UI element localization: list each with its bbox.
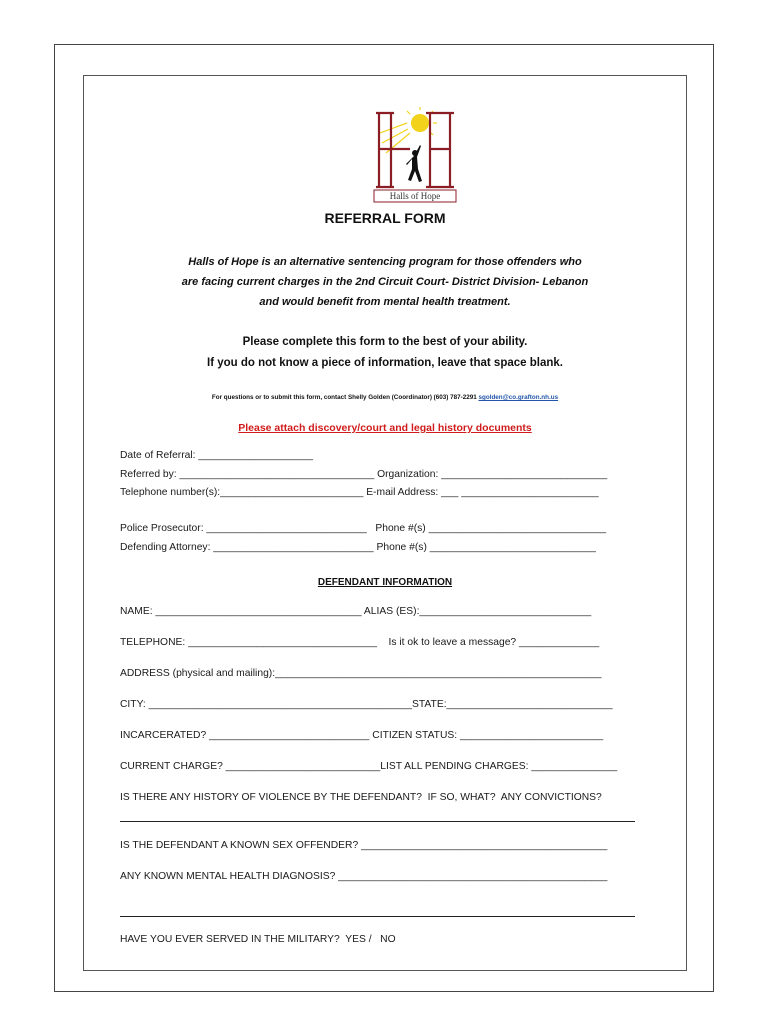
logo-right-h bbox=[426, 113, 454, 187]
city-state-field[interactable]: CITY: ______________________________________________STATE:_____________________________ bbox=[120, 699, 613, 710]
contact-email-link[interactable]: sgolden@co.grafton.nh.us bbox=[478, 394, 559, 401]
attach-documents-notice: Please attach discovery/court and legal history documents bbox=[238, 422, 532, 434]
military-service-question[interactable]: HAVE YOU EVER SERVED IN THE MILITARY? YES / NO bbox=[120, 934, 396, 945]
defendant-section-title: DEFENDANT INFORMATION bbox=[317, 577, 453, 588]
police-prosecutor-field[interactable]: Police Prosecutor: ____________________________ Phone #(s) _______________________________ bbox=[120, 523, 607, 534]
mental-health-field[interactable]: ANY KNOWN MENTAL HEALTH DIAGNOSIS? _______________________________________________ bbox=[120, 871, 608, 882]
instruction-line-1: Please complete this form to the best of your ability. bbox=[242, 336, 528, 348]
contact-info bbox=[84, 394, 686, 401]
referred-by-organization-field[interactable]: Referred by: __________________________________ Organization: _____________________________ bbox=[120, 469, 608, 480]
incarcerated-citizen-field[interactable]: INCARCERATED? ____________________________ CITIZEN STATUS: _________________________ bbox=[120, 730, 604, 741]
violence-history-question: IS THERE ANY HISTORY OF VIOLENCE BY THE DEFENDANT? IF SO, WHAT? ANY CONVICTIONS? bbox=[120, 792, 602, 803]
mental-health-answer-line[interactable] bbox=[120, 916, 635, 917]
current-charge-pending-field[interactable]: CURRENT CHARGE? ___________________________LIST ALL PENDING CHARGES: _______________ bbox=[120, 761, 618, 772]
instruction-line-2: If you do not know a piece of information, leave that space blank. bbox=[207, 357, 563, 369]
logo-sun bbox=[411, 114, 429, 132]
violence-history-answer-line[interactable] bbox=[120, 821, 635, 822]
telephone-email-field[interactable]: Telephone number(s):_________________________ E-mail Address: ___ ________________________ bbox=[120, 487, 599, 498]
date-of-referral-field[interactable]: Date of Referral: ____________________ bbox=[120, 450, 313, 461]
logo-caption: Halls of Hope bbox=[389, 191, 441, 201]
intro-line-3: and would benefit from mental health treatment. bbox=[259, 296, 511, 308]
outer-page-border bbox=[54, 44, 714, 992]
defending-attorney-field[interactable]: Defending Attorney: ____________________________ Phone #(s) _____________________________ bbox=[120, 542, 596, 553]
intro-line-2: are facing current charges in the 2nd Circuit Court- District Division- Lebanon bbox=[181, 276, 589, 288]
form-title: REFERRAL FORM bbox=[324, 210, 446, 226]
name-alias-field[interactable]: NAME: ____________________________________ ALIAS (ES):______________________________ bbox=[120, 606, 592, 617]
telephone-message-field[interactable]: TELEPHONE: _________________________________ Is it ok to leave a message? ______________ bbox=[120, 637, 600, 648]
form-border bbox=[83, 75, 687, 971]
contact-text: For questions or to submit this form, contact Shelly Golden (Coordinator) (603) 787-2291 bbox=[211, 394, 479, 401]
logo-figure bbox=[406, 145, 422, 182]
halls-of-hope-logo bbox=[370, 107, 460, 203]
sex-offender-field[interactable]: IS THE DEFENDANT A KNOWN SEX OFFENDER? ___________________________________________ bbox=[120, 840, 608, 851]
address-field[interactable]: ADDRESS (physical and mailing):_________________________________________________________ bbox=[120, 668, 602, 679]
intro-line-1: Halls of Hope is an alternative sentencing program for those offenders who bbox=[188, 256, 582, 268]
